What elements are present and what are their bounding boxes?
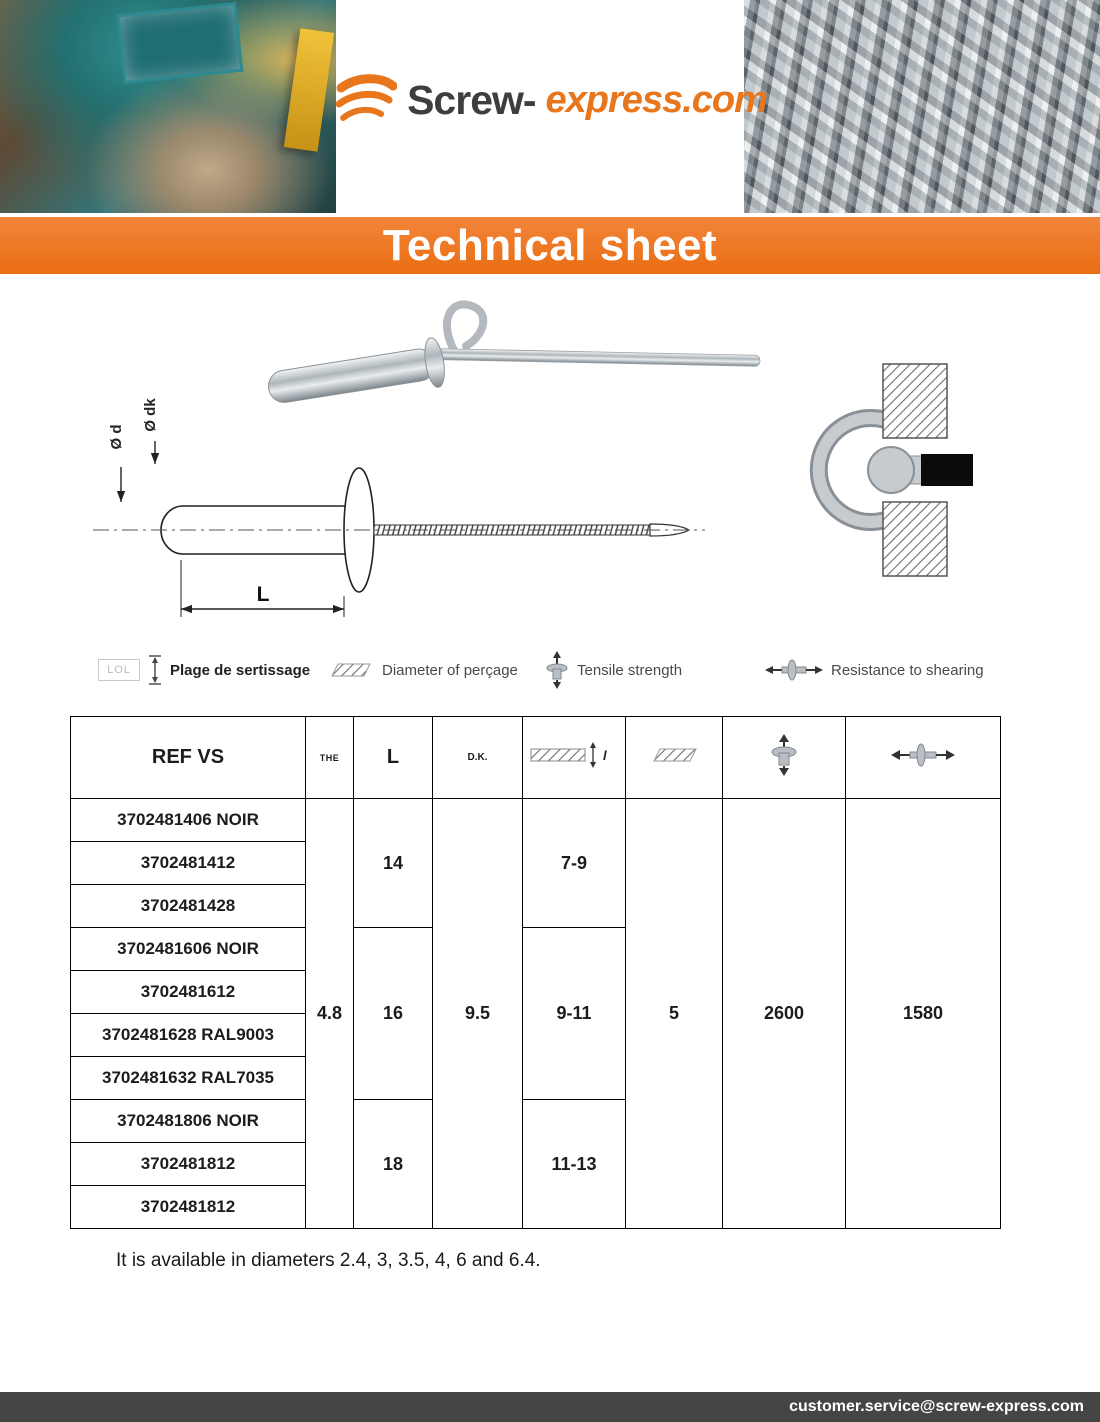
legend-shear-label: Resistance to shearing (831, 661, 984, 679)
ref-cell: 3702481412 (71, 842, 306, 885)
col-header-ref: REF VS (71, 717, 306, 799)
drill-diameter-icon (326, 661, 374, 679)
ref-cell: 3702481632 RAL7035 (71, 1057, 306, 1100)
col-header-l: L (354, 717, 433, 799)
diameter-cell: 4.8 (306, 799, 354, 1229)
drill-diameter-cell: 5 (626, 799, 723, 1229)
drill-tool-decor (284, 28, 334, 152)
col-header-drill (626, 717, 723, 799)
ref-cell: 3702481812 (71, 1143, 306, 1186)
drill-diameter-icon (648, 746, 700, 764)
crimp-range-box (98, 659, 140, 681)
crimp-range-icon (148, 654, 162, 686)
rivet-body (183, 506, 348, 554)
ref-cell: 3702481606 NOIR (71, 928, 306, 971)
col-header-tensile (723, 717, 846, 799)
ref-cell: 3702481812 (71, 1186, 306, 1229)
crimp-range-cell: 11-13 (523, 1100, 626, 1229)
crimp-dim-label: l (603, 748, 607, 763)
spec-table (70, 716, 1001, 1229)
screws-pile-photo (744, 0, 1100, 213)
workbench-photo (0, 0, 336, 213)
dim-d-label: Ø d (108, 424, 125, 450)
tensile-strength-icon (769, 733, 799, 777)
legend-shear-resistance (765, 650, 984, 690)
ref-cell: 3702481406 NOIR (71, 799, 306, 842)
length-cell: 14 (354, 799, 433, 928)
dim-dk-label: Ø dk (142, 398, 159, 432)
brand-logo (333, 74, 767, 126)
availability-note: It is available in diameters 2.4, 3, 3.5, 4, 6 and 6.4. (116, 1250, 541, 1271)
installed-cross-section (795, 350, 1005, 600)
length-cell: 16 (354, 928, 433, 1100)
ref-cell: 3702481628 RAL9003 (71, 1014, 306, 1057)
shear-cell: 1580 (846, 799, 1001, 1229)
brand-name-primary: Screw- (407, 76, 536, 123)
mandrel-rod (438, 349, 760, 367)
dk-cell: 9.5 (433, 799, 523, 1229)
shear-resistance-icon (765, 659, 823, 681)
logo-swoosh-icon (333, 74, 397, 126)
length-cell: 18 (354, 1100, 433, 1229)
legend-crimp-range (98, 650, 310, 690)
shear-resistance-icon (891, 743, 955, 767)
legend-tensile-strength (545, 650, 682, 690)
crimp-range-box-label: LOL (107, 664, 131, 676)
legend-drill-diameter (326, 650, 518, 690)
col-header-crimp (523, 717, 626, 799)
crimp-range-icon (529, 740, 619, 770)
ref-cell: 3702481428 (71, 885, 306, 928)
rivet-technical-drawing (85, 385, 785, 645)
set-rivet-head (868, 447, 914, 493)
legend-drill-label: Diameter of perçage (382, 661, 518, 679)
mandrel-head-section (921, 454, 973, 486)
col-header-dk: D.K. (433, 717, 523, 799)
ref-cell: 3702481806 NOIR (71, 1100, 306, 1143)
col-header-the: THE (306, 717, 354, 799)
table-header-row (71, 717, 1001, 799)
contact-email-link[interactable]: customer.service@screw-express.com (789, 1398, 1084, 1415)
crimp-range-cell: 9-11 (523, 928, 626, 1100)
col-header-shear (846, 717, 1001, 799)
dim-length-label: L (256, 583, 270, 606)
clamped-plate-bottom (883, 502, 947, 576)
table-row (71, 799, 1001, 842)
brand-name-secondary: express.com (545, 78, 767, 121)
page-title: Technical sheet (382, 220, 718, 270)
title-banner (0, 217, 1100, 274)
ref-cell: 3702481612 (71, 971, 306, 1014)
tensile-cell: 2600 (723, 799, 846, 1229)
clamped-plate-top (883, 364, 947, 438)
parts-tray-decor (117, 2, 244, 84)
tensile-strength-icon (545, 651, 569, 689)
contact-bar (0, 1392, 1100, 1422)
legend-crimp-label: Plage de sertissage (170, 661, 311, 679)
mandrel-curl (447, 304, 483, 352)
legend-tensile-label: Tensile strength (577, 661, 683, 679)
crimp-range-cell: 7-9 (523, 799, 626, 928)
